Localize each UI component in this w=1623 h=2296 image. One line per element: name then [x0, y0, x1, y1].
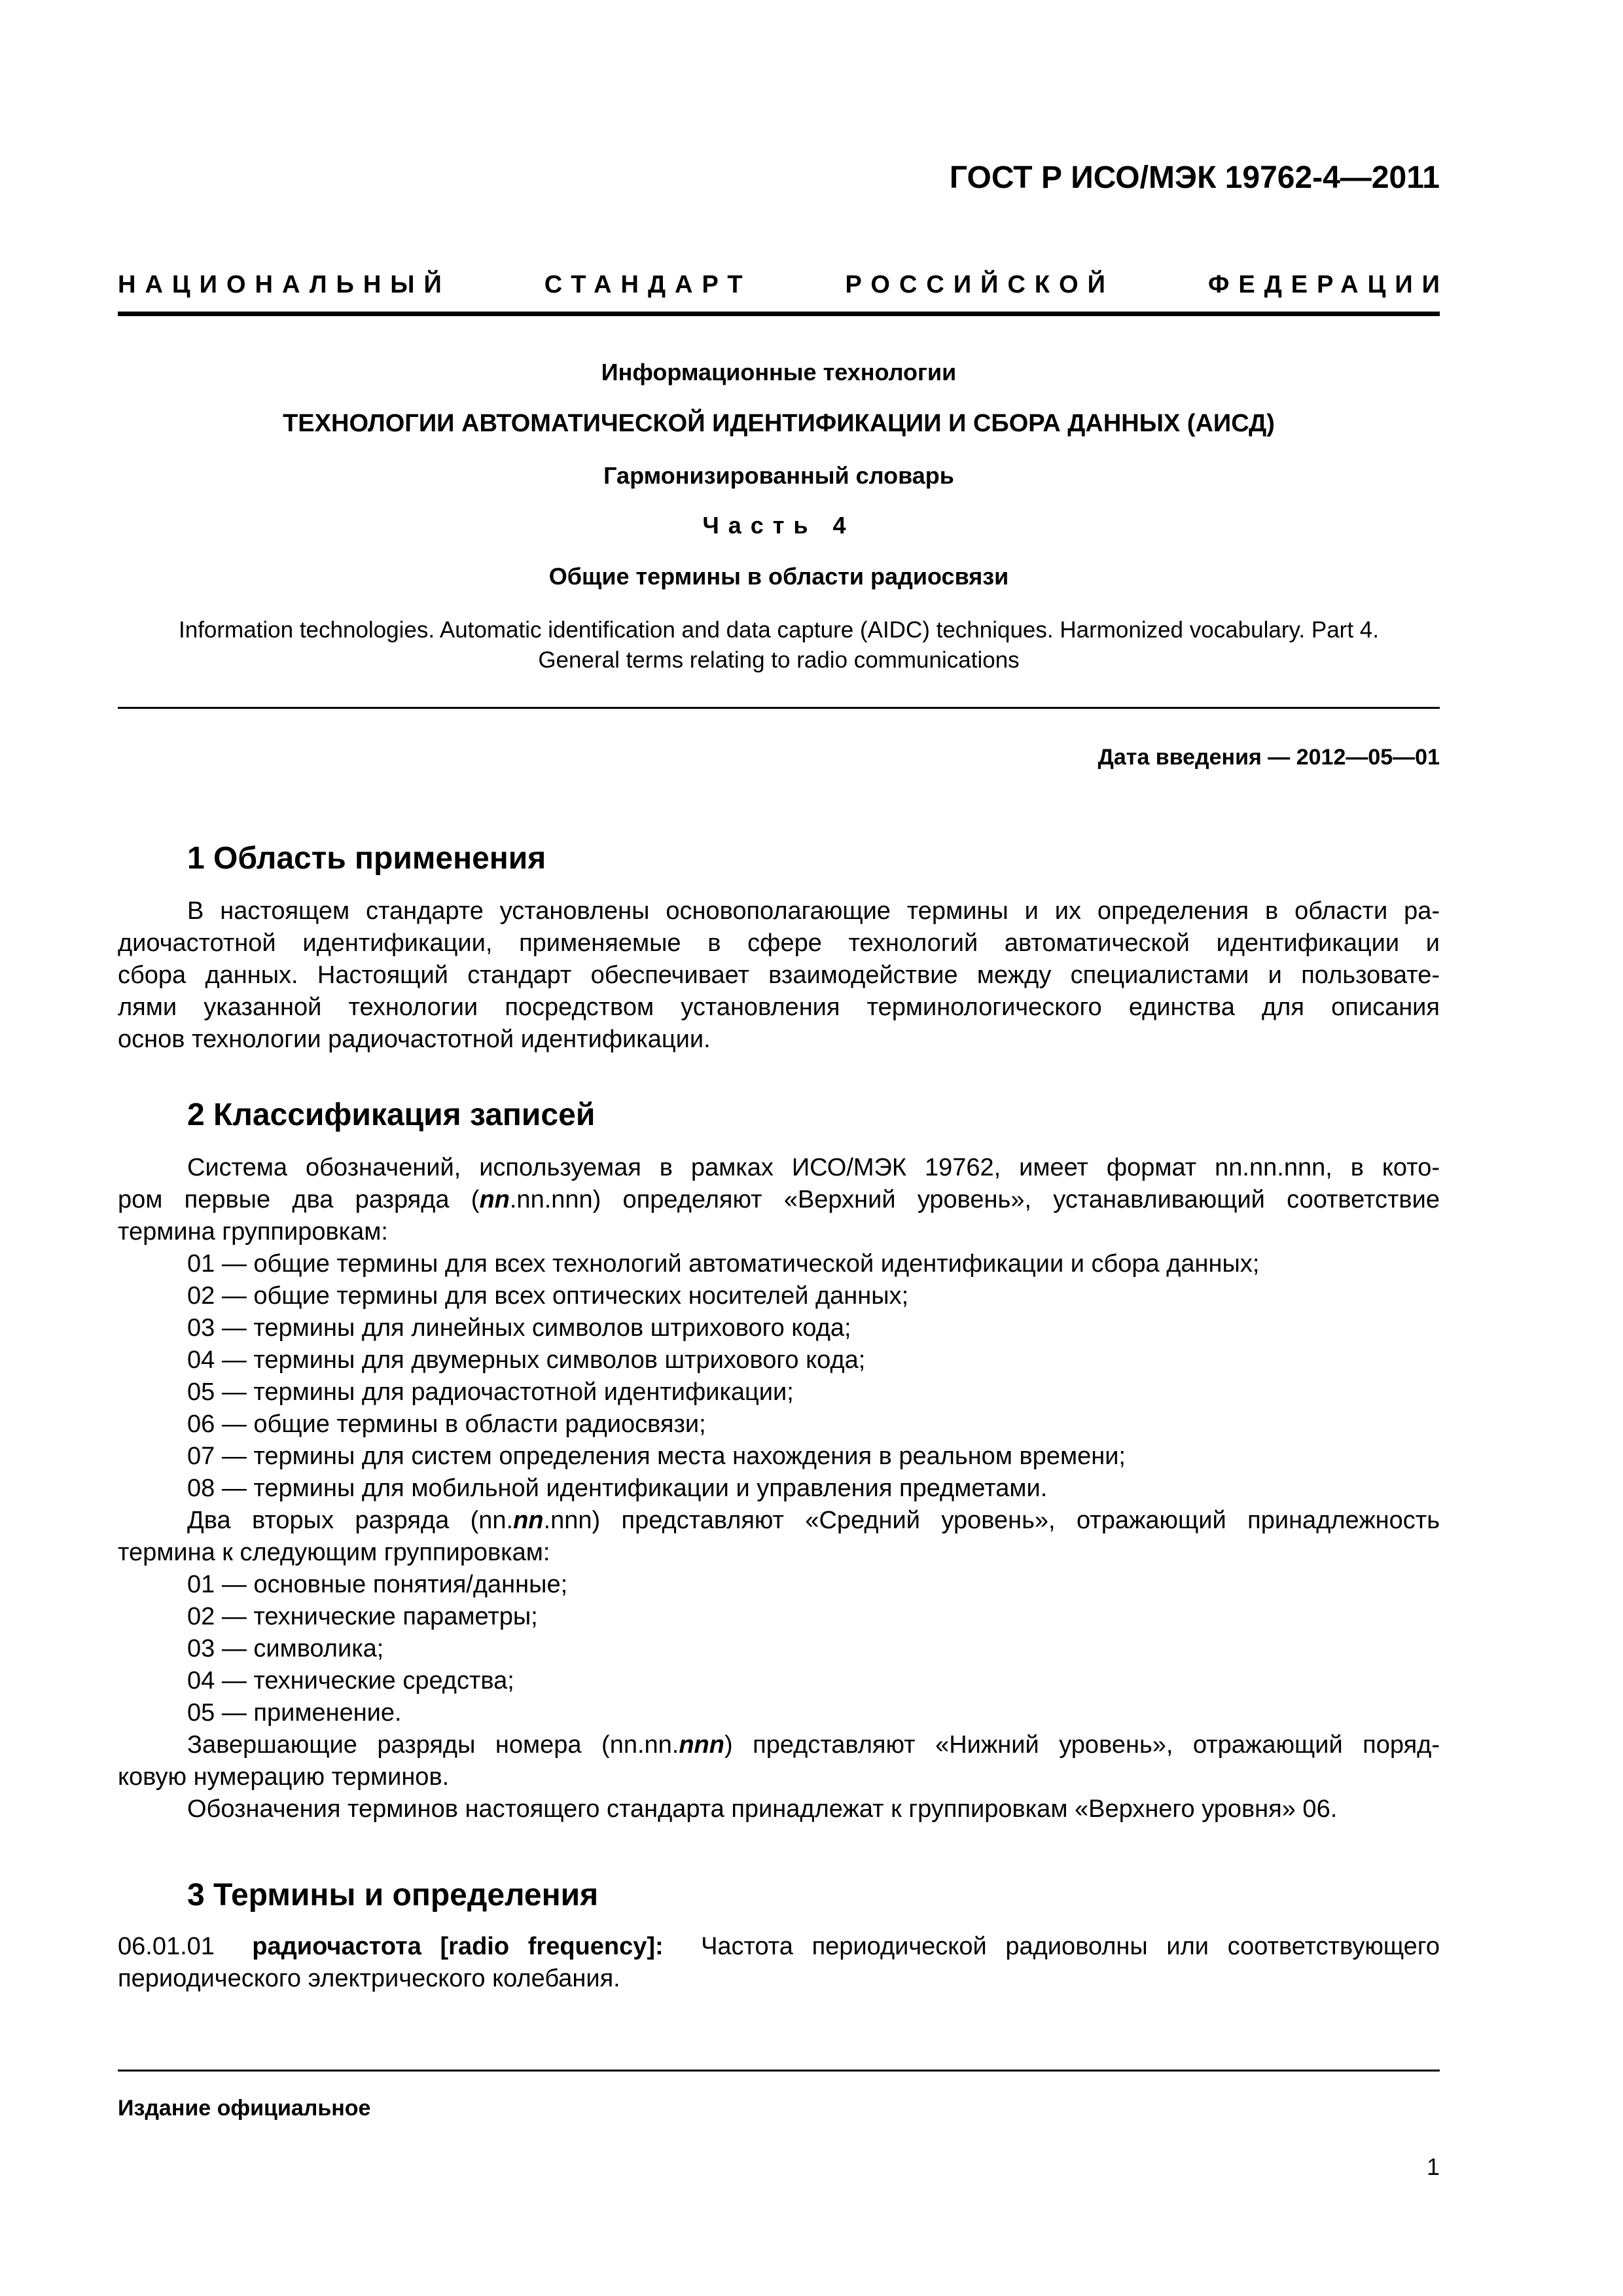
list-item: 08 — термины для мобильной идентификации и управления предметами. — [187, 1475, 1048, 1502]
national-standard-banner — [118, 271, 1449, 299]
text-line: лями указанной технологии посредством установления терминологического единства для описания — [118, 994, 1440, 1021]
term-number: 06.01.01 — [118, 1933, 215, 1960]
title-line-1: Информационные технологии — [601, 359, 957, 386]
list-item: 03 — термины для линейных символов штрихового кода; — [187, 1314, 851, 1342]
emphasis: nnn — [679, 1731, 724, 1759]
banner-word: РОССИЙСКОЙ — [845, 271, 1115, 298]
text-run: ) представляют «Нижний уровень», отражающий поряд- — [724, 1731, 1440, 1759]
text-line: В настоящем стандарте установлены основополагающие термины и их определения в области ра- — [187, 897, 1440, 925]
term-entry — [118, 1931, 1440, 1963]
english-title-line-2: General terms relating to radio communications — [538, 647, 1020, 673]
document-number: ГОСТ Р ИСО/МЭК 19762-4—2011 — [949, 160, 1440, 195]
footer-rule — [118, 2070, 1440, 2072]
text-line: основ технологии радиочастотной идентификации. — [118, 1026, 711, 1053]
text-line — [118, 1505, 1440, 1537]
banner-rule — [118, 312, 1440, 316]
title-rule — [118, 707, 1440, 709]
section-3-heading: 3 Термины и определения — [187, 1878, 599, 1912]
text-run: .nn.nnn) определяют «Верхний уровень», устанавливающий соответствие — [509, 1186, 1440, 1213]
list-item: 02 — общие термины для всех оптических носителей данных; — [187, 1282, 909, 1310]
english-title-line-1: Information technologies. Automatic identification and data capture (AIDC) techniques. Harmonized vocabulary. Part 4. — [179, 617, 1379, 643]
section-1-heading: 1 Область применения — [187, 841, 546, 876]
text-line: периодического электрического колебания. — [118, 1965, 620, 1992]
list-item: 04 — технические средства; — [187, 1667, 514, 1695]
list-item: 01 — общие термины для всех технологий автоматической идентификации и сбора данных; — [187, 1250, 1260, 1278]
text-line: Обозначения терминов настоящего стандарта принадлежат к группировкам «Верхнего уровня» 06. — [187, 1795, 1338, 1823]
page-number: 1 — [1426, 2153, 1440, 2180]
list-item: 07 — термины для систем определения места нахождения в реальном времени; — [187, 1443, 1126, 1470]
list-item: 04 — термины для двумерных символов штрихового кода; — [187, 1346, 866, 1374]
title-subtitle: Гармонизированный словарь — [603, 462, 954, 489]
section-2-body — [118, 1152, 1440, 1825]
text-run: ром первые два разряда ( — [118, 1186, 480, 1213]
section-2-heading: 2 Классификация записей — [187, 1098, 596, 1132]
introduction-date: Дата введения — 2012—05—01 — [1097, 745, 1440, 770]
list-item: 01 — основные понятия/данные; — [187, 1571, 568, 1598]
section-1-body — [118, 895, 1440, 1056]
list-item: 05 — применение. — [187, 1699, 402, 1727]
emphasis: nn — [479, 1186, 510, 1213]
text-run: Завершающие разряды номера (nn.nn. — [187, 1731, 679, 1759]
emphasis: nn — [513, 1507, 544, 1534]
title-part-name: Общие термины в области радиосвязи — [548, 563, 1009, 590]
list-item: 06 — общие термины в области радиосвязи; — [187, 1410, 706, 1438]
term-definition: Частота периодической радиоволны или соответствующего — [701, 1933, 1440, 1960]
text-line: диочастотной идентификации, применяемые в сфере технологий автоматической идентификации и — [118, 929, 1440, 957]
text-line: термина к следующим группировкам: — [118, 1539, 550, 1566]
text-line: термина группировкам: — [118, 1218, 388, 1246]
text-line: Система обозначений, используемая в рамках ИСО/МЭК 19762, имеет формат nn.nn.nnn, в кото- — [187, 1154, 1440, 1181]
edition-label: Издание официальное — [118, 2096, 371, 2121]
text-line — [118, 1729, 1440, 1761]
list-item: 05 — термины для радиочастотной идентификации; — [187, 1378, 794, 1406]
banner-word: НАЦИОНАЛЬНЫЙ — [118, 271, 451, 298]
term-name: радиочастота [radio frequency]: — [252, 1933, 664, 1960]
banner-word: ФЕДЕРАЦИИ — [1207, 271, 1449, 298]
text-line — [118, 1184, 1440, 1216]
text-run: .nnn) представляют «Средний уровень», отражающий принадлежность — [543, 1507, 1440, 1534]
banner-word: СТАНДАРТ — [544, 271, 752, 298]
text-run: Два вторых разряда (nn. — [187, 1507, 514, 1534]
text-line: ковую нумерацию терминов. — [118, 1763, 450, 1791]
section-3-body — [118, 1931, 1440, 1995]
text-line: сбора данных. Настоящий стандарт обеспечивает взаимодействие между специалистами и пользовате- — [118, 961, 1440, 989]
title-main: ТЕХНОЛОГИИ АВТОМАТИЧЕСКОЙ ИДЕНТИФИКАЦИИ И СБОРА ДАННЫХ (АИСД) — [283, 410, 1275, 437]
list-item: 03 — символика; — [187, 1635, 384, 1662]
title-part: Часть 4 — [702, 512, 855, 539]
list-item: 02 — технические параметры; — [187, 1603, 538, 1630]
